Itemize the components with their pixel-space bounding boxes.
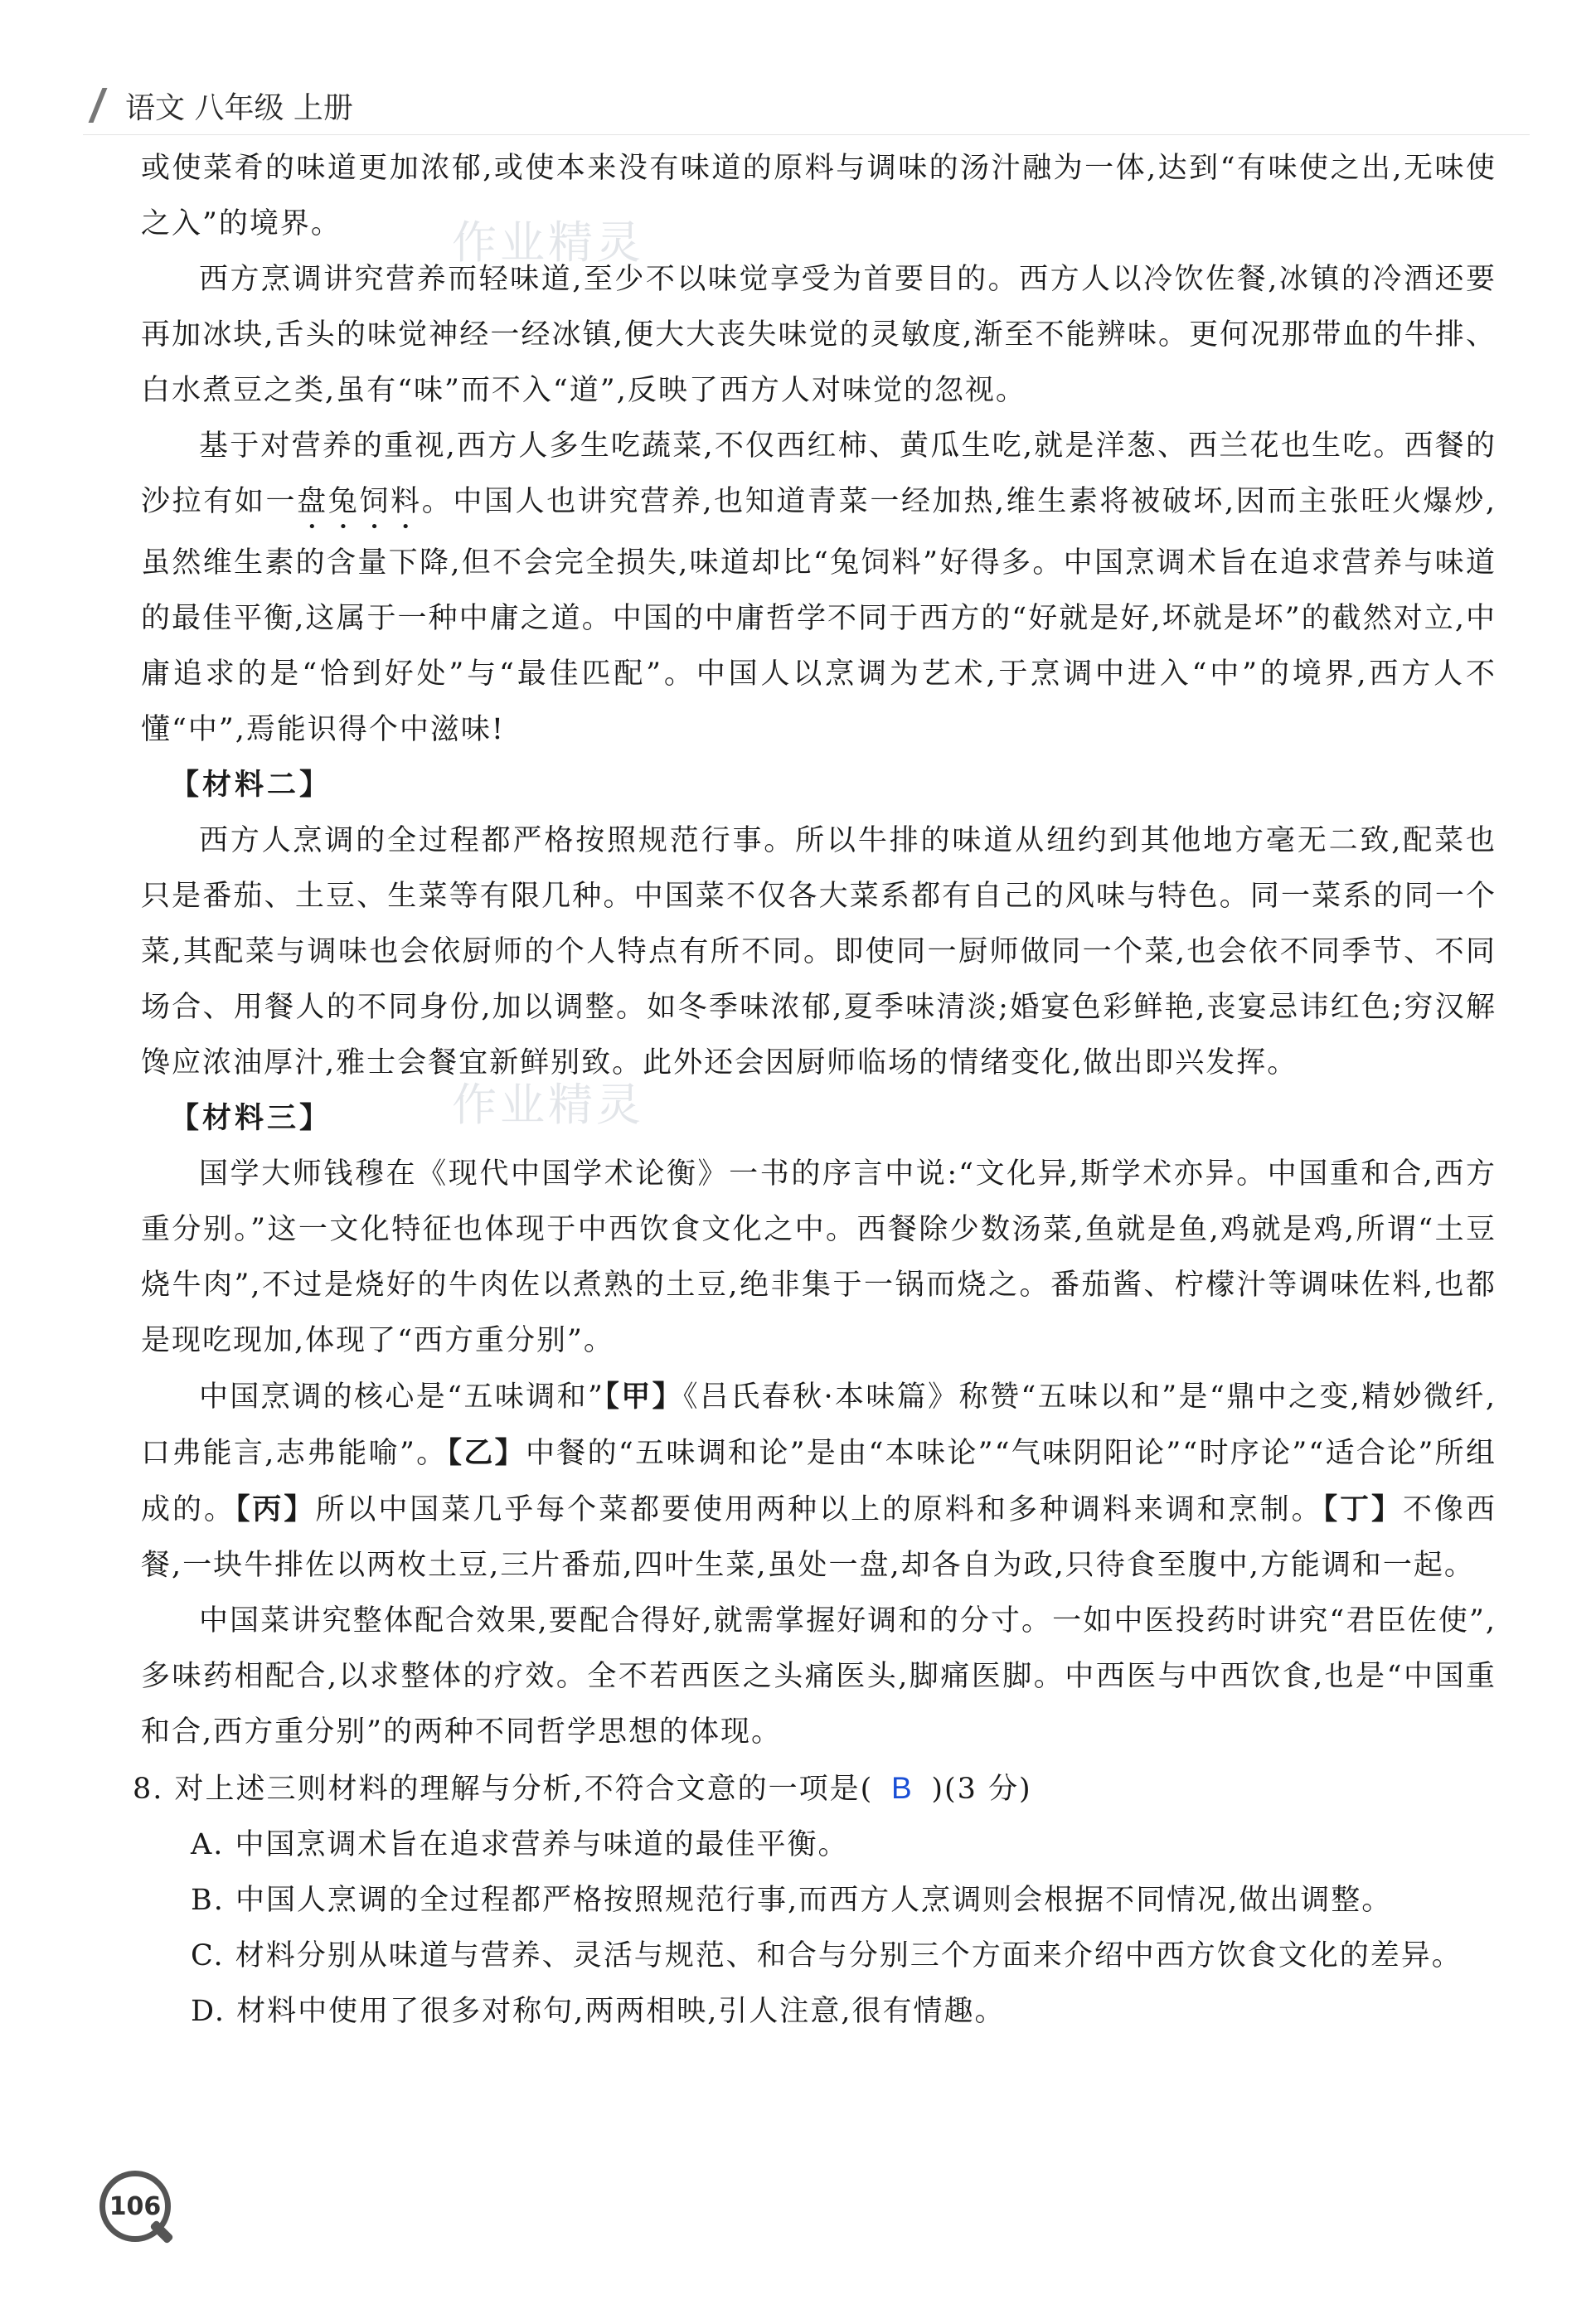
- text-run: 不像西餐,一块牛排佐以两枚土豆,三片番茄,四叶生菜,虽处一盘,却各自为政,只待食至腹中,方能调和一起。: [141, 1493, 1497, 1582]
- paragraph: 西方烹调讲究营养而轻味道,至少不以味觉享受为首要目的。西方人以冷饮佐餐,冰镇的冷酒还要再加冰块,舌头的味觉神经一经冰镇,便大大丧失味觉的灵敏度,渐至不能辨味。更何况那带血的牛排、白水煮豆之类,虽有“味”而不入“道”,反映了西方人对味觉的忽视。: [141, 263, 1497, 407]
- position-marker: 【丁】: [1322, 1492, 1404, 1526]
- page-body: [133, 141, 1497, 2040]
- text-run: 中国烹调的核心是“五味调和”: [199, 1380, 604, 1414]
- page-number: 106: [109, 2191, 162, 2221]
- option-c: C. 材料分别从味道与营养、灵活与规范、和合与分别三个方面来介绍中西方饮食文化的差异。: [191, 1939, 1463, 1972]
- text-run: 《吕氏春秋·本味篇》称赞“五味以和”是“鼎中之变,精妙微纤,口弗能言,志弗能喻”。: [141, 1380, 1497, 1470]
- text-run: 。中国人也讲究营养,也知道青菜一经加热,维生素将被破坏,因而主张旺火爆炒,虽然维生素的含量下降,但不会完全损失,味道却比“兔饲料”好得多。中国烹调术旨在追求营养与味道的最佳平衡,这属于一种中庸之道。中国的中庸哲学不同于西方的“好就是好,坏就是坏”的截然对立,中庸追求的是“恰到好处”与“最佳匹配”。中国人以烹调为艺术,于烹调中进入“中”的境界,西方人不懂“中”,焉能识得个中滋味!: [141, 485, 1497, 746]
- question-stem: [133, 1760, 1497, 1817]
- watermark: 作业精灵: [452, 1079, 644, 1131]
- paragraph: 中国菜讲究整体配合效果,要配合得好,就需掌握好调和的分寸。一如中医投药时讲究“君臣佐使”,多味药相配合,以求整体的疗效。全不若西医之头痛医头,脚痛医脚。中西医与中西饮食,也是“中国重和合,西方重分别”的两种不同哲学思想的体现。: [141, 1604, 1497, 1749]
- paragraph: 西方人烹调的全过程都严格按照规范行事。所以牛排的味道从纽约到其他地方毫无二致,配菜也只是番茄、土豆、生菜等有限几种。中国菜不仅各大菜系都有自己的风味与特色。同一菜系的同一个菜,其配菜与调味也会依厨师的个人特点有所不同。即使同一厨师做同一个菜,也会依不同季节、不同场合、用餐人的不同身份,加以调整。如冬季味浓郁,夏季味清淡;婚宴色彩鲜艳,丧宴忌讳红色;穷汉解馋应浓油厚汁,雅士会餐宜新鲜别致。此外还会因厨师临场的情绪变化,做出即兴发挥。: [141, 824, 1497, 1080]
- text-run: )(3 分): [931, 1773, 1032, 1806]
- text-run: 中餐的“五味调和论”是由“本味论”“气味阴阳论”“时序论”“适合论”所组成的。: [141, 1437, 1497, 1526]
- option-d: D. 材料中使用了很多对称句,两两相映,引人注意,很有情趣。: [191, 1995, 1006, 2028]
- watermark: 作业精灵: [452, 216, 644, 269]
- paragraph: 或使菜肴的味道更加浓郁,或使本来没有味道的原料与调味的汤汁融为一体,达到“有味使之出,无味使之入”的境界。: [141, 152, 1497, 240]
- text-run: 基于对营养的重视,西方人多生吃蔬菜,不仅西红柿、黄瓜生吃,就是洋葱、西兰花也生吃。西餐的沙拉有如一: [141, 429, 1497, 518]
- page-number-badge: [99, 2171, 171, 2242]
- option-a: A. 中国烹调术旨在追求营养与味道的最佳平衡。: [191, 1828, 849, 1861]
- header-slash-icon: [89, 88, 108, 123]
- header-divider: [83, 134, 1530, 135]
- text-run: 8. 对上述三则材料的理解与分析,不符合文意的一项是(: [133, 1773, 874, 1806]
- paragraph: [141, 1369, 1497, 1594]
- answer-mark: B: [890, 1771, 914, 1805]
- section-heading: 【材料三】: [170, 1102, 332, 1135]
- header-title: 语文 八年级 上册: [125, 91, 353, 125]
- emphasized-phrase: 盘兔饲料: [297, 485, 422, 518]
- position-marker: 【甲】: [604, 1380, 683, 1414]
- position-marker: 【丙】: [235, 1492, 316, 1526]
- running-header: [95, 85, 353, 127]
- paragraph: [141, 419, 1497, 758]
- option-b: B. 中国人烹调的全过程都严格按照规范行事,而西方人烹调则会根据不同情况,做出调整。: [191, 1884, 1393, 1917]
- text-run: 所以中国菜几乎每个菜都要使用两种以上的原料和多种调料来调和烹制。: [315, 1493, 1323, 1526]
- position-marker: 【乙】: [447, 1436, 526, 1470]
- section-heading: 【材料二】: [170, 769, 332, 802]
- paragraph: 国学大师钱穆在《现代中国学术论衡》一书的序言中说:“文化异,斯学术亦异。中国重和合,西方重分别。”这一文化特征也体现于中西饮食文化之中。西餐除少数汤菜,鱼就是鱼,鸡就是鸡,所谓“土豆烧牛肉”,不过是烧好的牛肉佐以煮熟的土豆,绝非集于一锅而烧之。番茄酱、柠檬汁等调味佐料,也都是现吃现加,体现了“西方重分别”。: [141, 1157, 1497, 1357]
